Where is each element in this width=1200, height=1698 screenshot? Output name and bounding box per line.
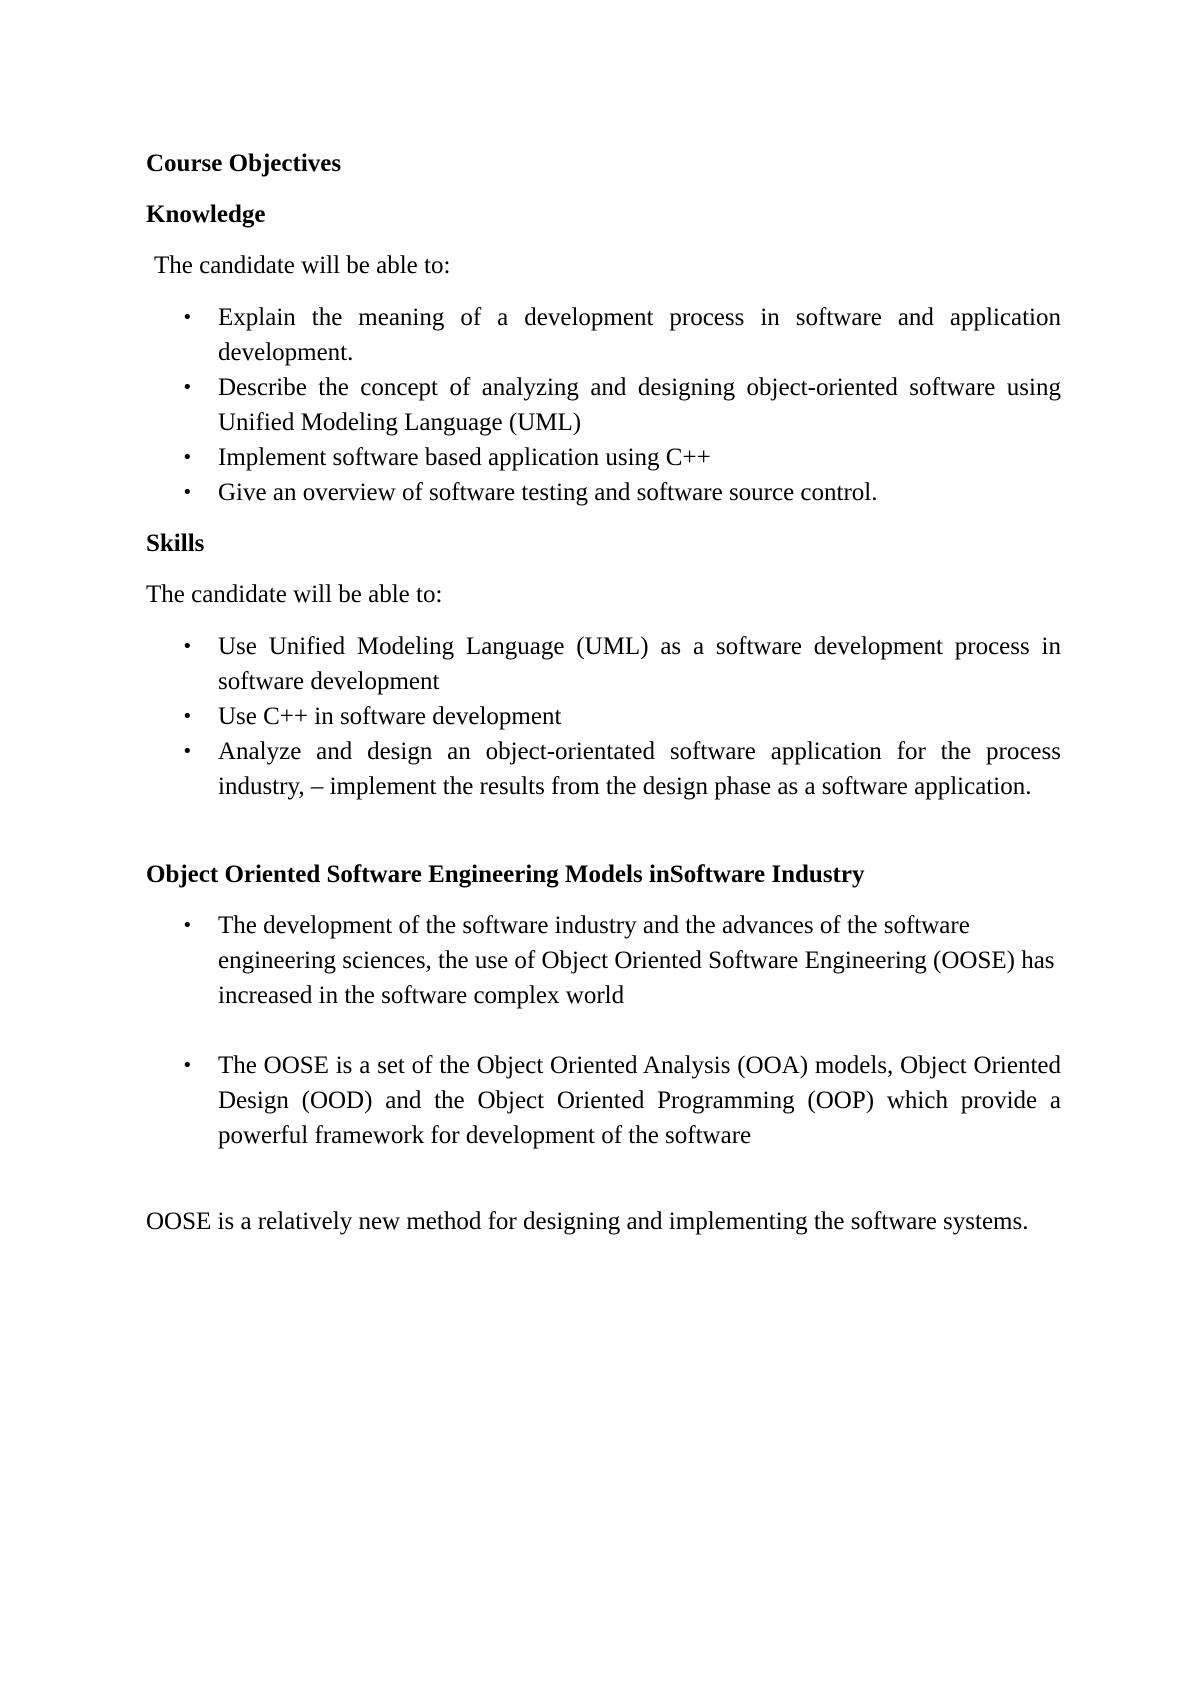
list-item [146,475,1061,510]
knowledge-list [146,300,1061,510]
bullet-icon: • [182,915,193,936]
list-item [146,440,1061,475]
list-item [146,699,1061,734]
list-item-text: Use C++ in software development [218,703,562,730]
list-item-text: The OOSE is a set of the Object Oriented Analysis (OOA) models, Object Oriented Design (OOD) and the Object Oriented Programming (OOP) which provide a powerful framework for development of the software [218,1052,1061,1149]
list-item [146,734,1061,804]
bullet-icon: • [182,636,193,657]
bullet-icon: • [182,1055,193,1076]
list-item-text: Analyze and design an object-orientated software application for the process industry, – implement the results from the design phase as a software application. [218,738,1061,800]
list-item [146,1048,1061,1153]
skills-list [146,629,1061,804]
knowledge-heading: Knowledge [146,201,266,228]
bullet-icon: • [182,706,193,727]
document-body [146,146,1061,1239]
list-item [146,300,1061,370]
list-item [146,370,1061,440]
knowledge-intro: The candidate will be able to: [154,252,451,279]
bullet-icon: • [182,741,193,762]
skills-intro: The candidate will be able to: [146,581,443,608]
list-item-text: The development of the software industry and the advances of the software engineering sciences, the use of Object Oriented Software Engineering (OOSE) has increased in the software complex world [218,912,1055,1009]
list-item [146,908,1061,1013]
bullet-icon: • [182,447,193,468]
list-item-text: Describe the concept of analyzing and designing object-oriented software using Unified Modeling Language (UML) [218,374,1061,436]
bullet-icon: • [182,307,193,328]
bullet-icon: • [182,482,193,503]
list-item-text: Use Unified Modeling Language (UML) as a software development process in software development [218,633,1061,695]
skills-heading: Skills [146,530,205,557]
oose-heading: Object Oriented Software Engineering Models inSoftware Industry [146,861,865,888]
page-title: Course Objectives [146,150,342,177]
list-item-text: Explain the meaning of a development process in software and application development. [218,304,1061,366]
oose-list [146,908,1061,1153]
closing-paragraph: OOSE is a relatively new method for designing and implementing the software systems. [146,1208,1029,1235]
list-item [146,629,1061,699]
list-item-text: Implement software based application using C++ [218,444,711,471]
list-item-text: Give an overview of software testing and software source control. [218,479,878,506]
bullet-icon: • [182,377,193,398]
